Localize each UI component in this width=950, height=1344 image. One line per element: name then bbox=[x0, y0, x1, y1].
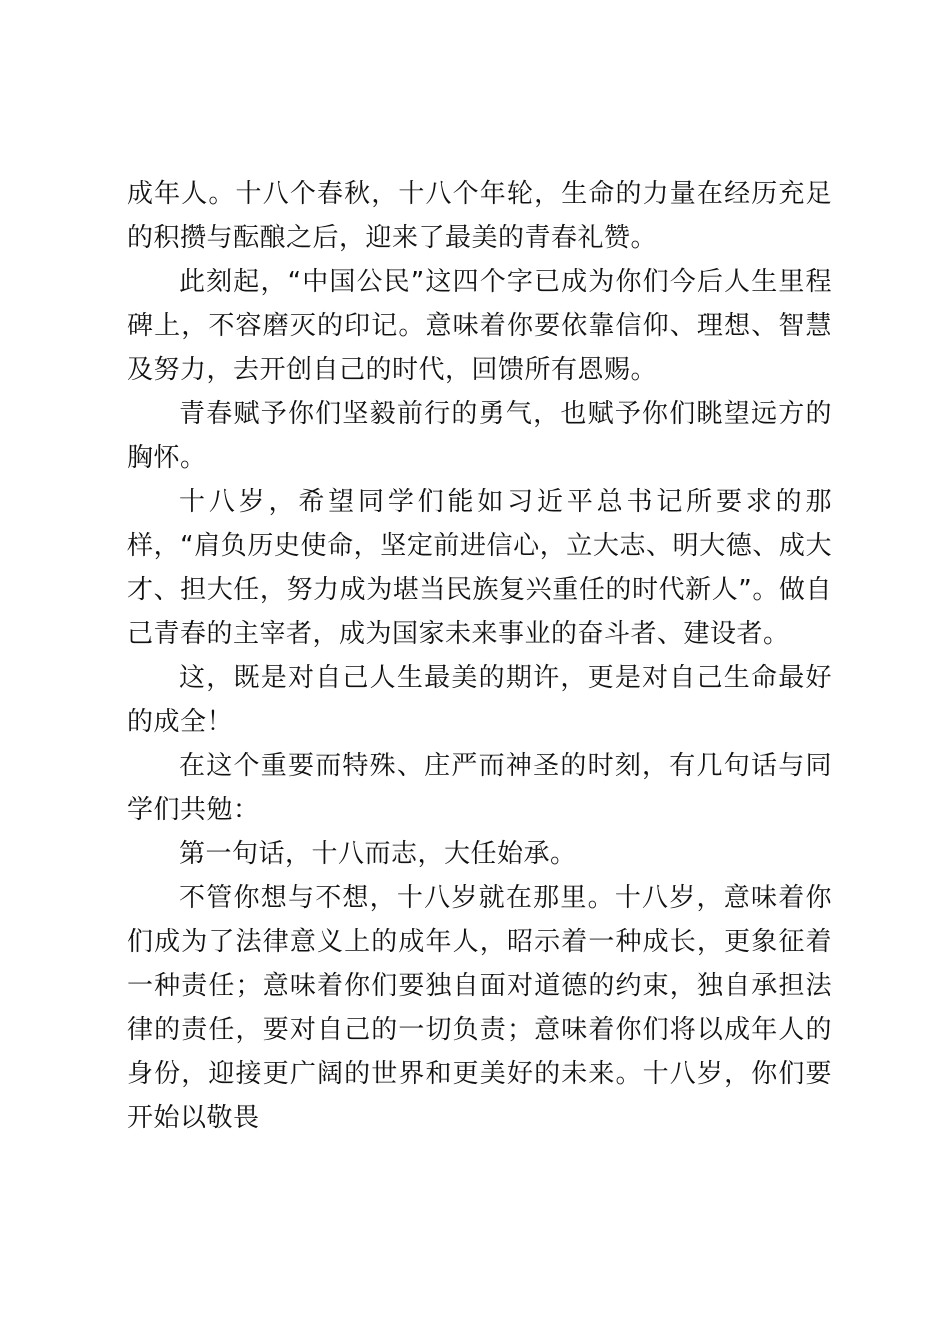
paragraph-2: 此刻起，“中国公民”这四个字已成为你们今后人生里程碑上，不容磨灭的印记。意味着你要依靠信仰、理想、智慧及努力，去开创自己的时代，回馈所有恩赐。 bbox=[127, 267, 832, 385]
paragraph-3: 青春赋予你们坚毅前行的勇气，也赋予你们眺望远方的胸怀。 bbox=[127, 399, 832, 473]
paragraph-4: 十八岁，希望同学们能如习近平总书记所要求的那样，“肩负历史使命，坚定前进信心，立大志、明大德、成大才、担大任，努力成为堪当民族复兴重任的时代新人”。做自己青春的主宰者，成为国家未来事业的奋斗者、建设者。 bbox=[127, 487, 832, 649]
document-body bbox=[127, 172, 832, 1140]
paragraph-5: 这，既是对自己人生最美的期许，更是对自己生命最好的成全！ bbox=[127, 663, 832, 737]
paragraph-6: 在这个重要而特殊、庄严而神圣的时刻，有几句话与同学们共勉： bbox=[127, 751, 832, 825]
paragraph-7: 第一句话，十八而志，大任始承。 bbox=[179, 839, 577, 869]
paragraph-8: 不管你想与不想，十八岁就在那里。十八岁，意味着你们成为了法律意义上的成年人，昭示着一种成长，更象征着一种责任；意味着你们要独自面对道德的约束，独自承担法律的责任，要对自己的一切负责；意味着你们将以成年人的身份，迎接更广阔的世界和更美好的未来。十八岁，你们要开始以敬畏 bbox=[127, 883, 832, 1133]
paragraph-1: 成年人。十八个春秋，十八个年轮，生命的力量在经历充足的积攒与酝酿之后，迎来了最美的青春礼赞。 bbox=[127, 179, 832, 253]
